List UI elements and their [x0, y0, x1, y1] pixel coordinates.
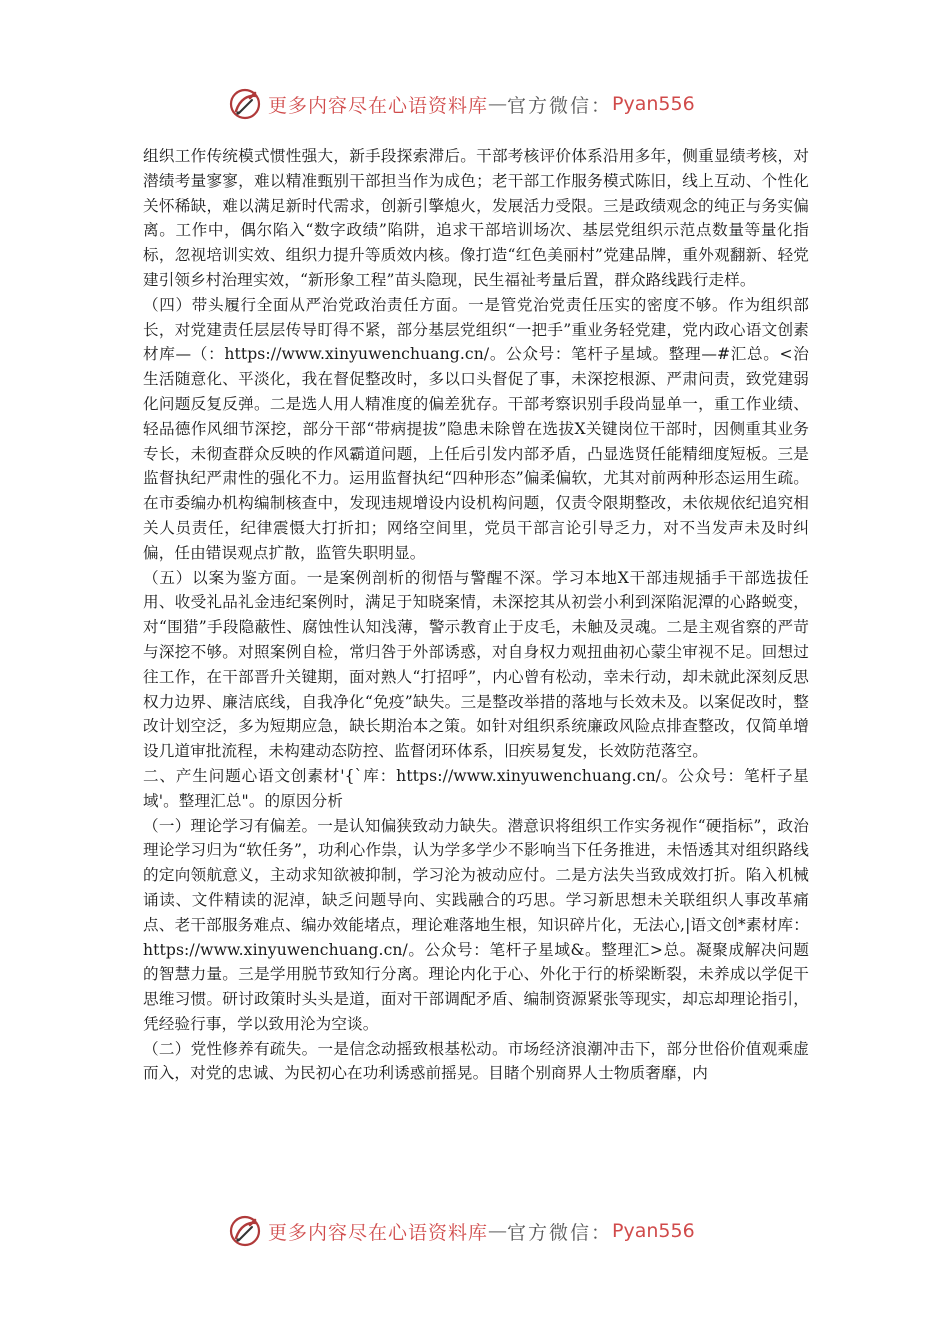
banner-wechat-id: Pyan556: [612, 93, 695, 115]
document-body: [143, 144, 809, 1086]
paragraph: （五）以案为鉴方面。一是案例剖析的彻悟与警醒不深。学习本地X干部违规插手干部选拔任用、收受礼品礼金违纪案例时，满足于知晓案情，未深挖其从初尝小利到深陷泥潭的心路蜕变，对“围猎”手段隐蔽性、腐蚀性认知浅薄，警示教育止于皮毛，未触及灵魂。二是主观省察的严苛与深挖不够。对照案例自检，常归咎于外部诱惑，对自身权力观扭曲初心蒙尘审视不足。回想过往工作，在干部晋升关键期，面对熟人“打招呼”，内心曾有松动，幸未行动，却未就此深刻反思权力边界、廉洁底线，自我净化“免疫”缺失。三是整改举措的落地与长效未及。以案促改时，整改计划空泛，多为短期应急，缺长期治本之策。如针对组织系统廉政风险点排查整改，仅简单增设几道审批流程，未构建动态防控、监督闭环体系，旧疾易复发，长效防范落空。: [143, 568, 809, 761]
banner-wechat-id: Pyan556: [612, 1220, 695, 1242]
paragraph: 二、产生问题心语文创素材'{`库：https://www.xinyuwenchuang.cn/。公众号：笔杆子星域'。整理汇总"。的原因分析: [143, 766, 809, 810]
banner-title: 更多内容尽在心语资料库: [268, 1221, 489, 1244]
banner-separator: —: [488, 93, 508, 115]
library-logo-icon: [228, 1214, 262, 1248]
banner-wechat-label: 官方微信：: [507, 1221, 613, 1244]
paragraph: 组织工作传统模式惯性强大，新手段探索滞后。干部考核评价体系沿用多年，侧重显绩考核，对潜绩考量寥寥，难以精准甄别干部担当作为成色；老干部工作服务模式陈旧，线上互动、个性化关怀稀缺，难以满足新时代需求，创新引擎熄火，发展活力受限。三是政绩观念的纯正与务实偏离。工作中，偶尔陷入“数字政绩”陷阱，追求干部培训场次、基层党组织示范点数量等量化指标，忽视培训实效、组织力提升等质效内核。像打造“红色美丽村”党建品牌，重外观翻新、轻党建引领乡村治理实效，“新形象工程”苗头隐现，民生福祉考量后置，群众路线践行走样。: [143, 147, 809, 289]
footer-banner: [228, 1211, 728, 1251]
paragraph: （四）带头履行全面从严治党政治责任方面。一是管党治党责任压实的密度不够。作为组织部长，对党建责任层层传导盯得不紧，部分基层党组织“一把手”重业务轻党建，党内政心语文创素材库—（：https://www.xinyuwenchuang.cn/。公众号：笔杆子星域。整理—#汇总。<治生活随意化、平淡化，我在督促整改时，多以口头督促了事，未深挖根源、严肃问责，致党建弱化问题反复反弹。二是选人用人精准度的偏差犹存。干部考察识别手段尚显单一，重工作业绩、轻品德作风细节深挖，部分干部“带病提拔”隐患未除曾在选拔X关键岗位干部时，因侧重其业务专长，未彻查群众反映的作风霸道问题，上任后引发内部矛盾，凸显选贤任能精细度短板。三是监督执纪严肃性的强化不力。运用监督执纪“四种形态”偏柔偏软，尤其对前两种形态运用生疏。在市委编办机构编制核查中，发现违规增设内设机构问题，仅责令限期整改，未依规依纪追究相关人员责任，纪律震慑大打折扣；网络空间里，党员干部言论引导乏力，对不当发声未及时纠偏，任由错误观点扩散，监管失职明显。: [143, 295, 809, 562]
header-banner: [228, 84, 728, 124]
banner-separator: —: [488, 1220, 508, 1242]
paragraph: （一）理论学习有偏差。一是认知偏狭致动力缺失。潜意识将组织工作实务视作“硬指标”，政治理论学习归为“软任务”，功利心作祟，认为学多学少不影响当下任务推进，未悟透其对组织路线的定向领航意义，主动求知欲被抑制，学习沦为被动应付。二是方法失当致成效打折。陷入机械诵读、文件精读的泥淖，缺乏问题导向、实践融合的巧思。学习新思想未关联组织人事改革痛点、老干部服务难点、编办效能堵点，理论难落地生根，知识碎片化，无法心,|语文创*素材库：https://www.xinyuwenchuang.cn/。公众号：笔杆子星域&。整理汇>总。凝聚成解决问题的智慧力量。三是学用脱节致知行分离。理论内化于心、外化于行的桥梁断裂，未养成以学促干思维习惯。研讨政策时头头是道，面对干部调配矛盾、编制资源紧张等现实，却忘却理论指引，凭经验行事，学以致用沦为空谈。: [143, 816, 809, 1033]
library-logo-icon: [228, 87, 262, 121]
banner-wechat-label: 官方微信：: [507, 94, 613, 117]
paragraph: （二）党性修养有疏失。一是信念动摇致根基松动。市场经济浪潮冲击下，部分世俗价值观乘虚而入，对党的忠诚、为民初心在功利诱惑前摇晃。目睹个别商界人士物质奢靡，内: [143, 1039, 809, 1083]
banner-title: 更多内容尽在心语资料库: [268, 94, 489, 117]
